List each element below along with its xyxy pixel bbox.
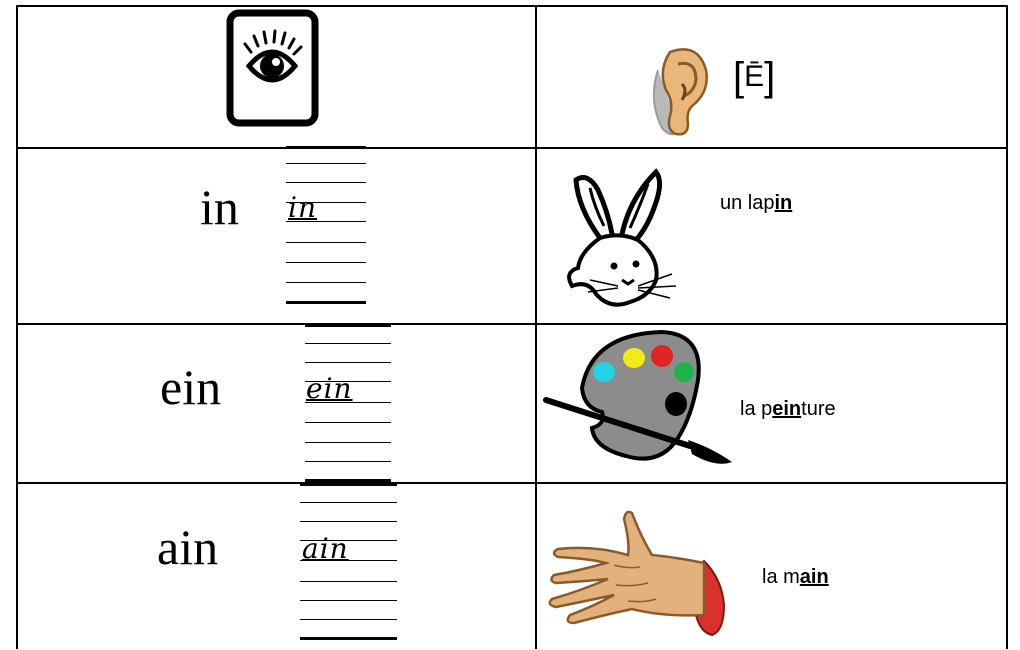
cursive-ein: ein (306, 372, 353, 405)
grapheme-in: in (200, 179, 239, 235)
palette-color-red (651, 345, 673, 367)
grapheme-ain: ain (157, 519, 219, 575)
rabbit-picture (560, 168, 690, 318)
example-highlight: in (774, 192, 793, 214)
palette-color-cyan (593, 362, 615, 382)
example-prefix: la m (762, 566, 800, 588)
example-word-peinture (740, 398, 836, 421)
example-word-lapin (720, 192, 792, 215)
example-suffix: ture (801, 398, 836, 420)
palette-color-black (665, 392, 687, 416)
table-border-right (1006, 5, 1008, 649)
row-divider-1 (16, 147, 1008, 149)
ear-icon (640, 40, 720, 140)
example-word-main (762, 566, 829, 589)
eye-icon (225, 8, 320, 128)
paint-palette-icon (542, 328, 742, 478)
hand-icon (544, 505, 744, 645)
example-highlight: ein (772, 398, 802, 420)
grapheme-ein: ein (160, 359, 222, 415)
phoneme-bracket-open: [ (733, 55, 745, 99)
palette-color-green (674, 362, 694, 382)
handwriting-lines-in (286, 146, 366, 304)
row-divider-2 (16, 323, 1008, 325)
header-ear-cell (640, 40, 720, 140)
header-eye-cell (225, 8, 320, 128)
phoneme-bracket-close: ] (764, 55, 776, 99)
phoneme-symbol: Ē (744, 60, 765, 93)
example-prefix: la p (740, 398, 773, 420)
cursive-ain: ain (302, 532, 349, 565)
example-prefix: un lap (720, 192, 775, 214)
palette-color-yellow (623, 348, 645, 368)
rabbit-icon (560, 168, 690, 318)
table-border-left (16, 5, 18, 649)
phoneme-label (733, 57, 775, 97)
cursive-in: in (288, 191, 317, 224)
table-border-middle (535, 5, 537, 649)
palette-picture (542, 328, 742, 478)
row-divider-3 (16, 482, 1008, 484)
hand-picture (544, 505, 744, 645)
table-border-top (16, 5, 1008, 7)
example-highlight: ain (799, 566, 829, 588)
